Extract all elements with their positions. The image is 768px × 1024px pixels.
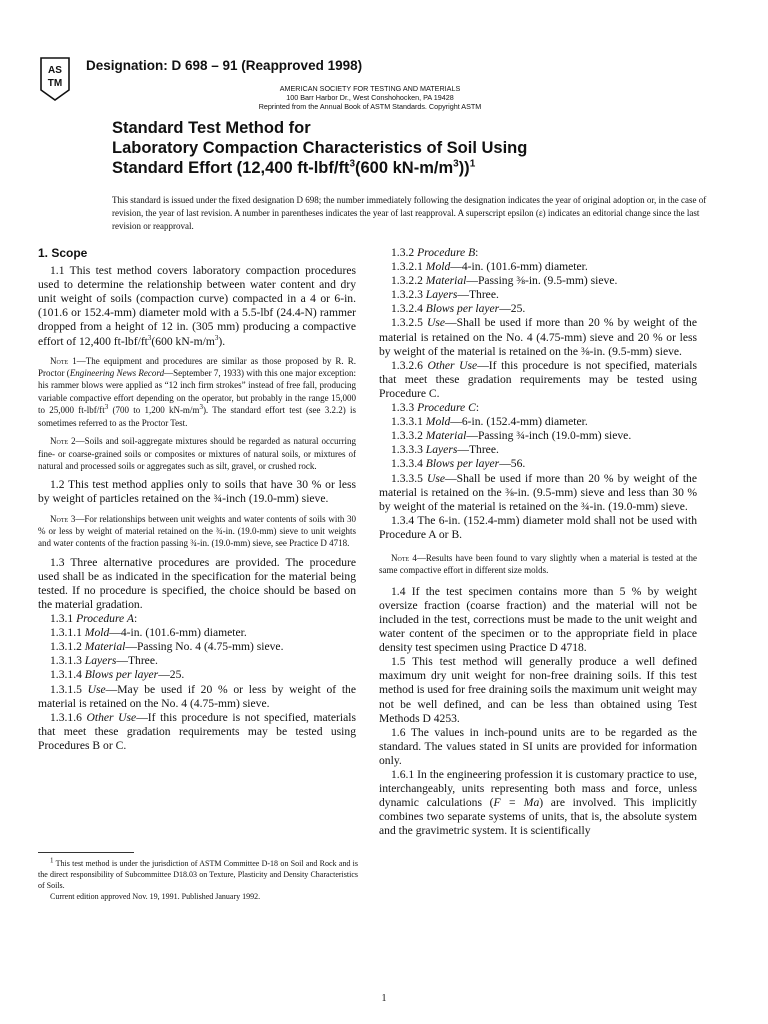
footnotes: [38, 858, 358, 902]
note-2: Note 2—Soils and soil-aggregate mixtures should be regarded as natural occurring fine- or coarse-grained soils or composites or mixtures of natural soils, or mixtures of natural and processed soils or aggregates such as silt, gravel, or crushed rock.: [38, 436, 356, 471]
paragraph-1-3-4: 1.3.4 The 6-in. (152.4-mm) diameter mold shall not be used with Procedure A or B.: [379, 513, 697, 541]
svg-text:AS: AS: [48, 65, 62, 76]
procedure-b-blows: 1.3.2.4 Blows per layer—25.: [391, 302, 526, 316]
paragraph-1-6-1: 1.6.1 In the engineering profession it is customary practice to use, interchangeably, units representing both mass and force, unless dynamic calculations (F = Ma) are involved. This implicitly combines two separate systems of units, that is, the absolute system and the gravimetric system. It is scientifically: [379, 768, 697, 838]
procedure-a-material: 1.3.1.2 Material—Passing No. 4 (4.75-mm) sieve.: [50, 640, 284, 654]
publisher: AMERICAN SOCIETY FOR TESTING AND MATERIALS: [279, 84, 461, 93]
procedure-c-blows: 1.3.3.4 Blows per layer—56.: [391, 457, 526, 471]
footnote-1: $^1$ This test method is under the jurisdiction of ASTM Committee D-18 on Soil and Rock and is the direct responsibility of Subcommittee D18.03 on Texture, Plasticity and Density Characteristics of Soils.: [38, 856, 358, 890]
note-3: Note 3—For relationships between unit weights and water contents of soils with 30 % or less by weight of material retained on the ¾-in. (19.0-mm) sieve to unit weights and water contents of the fraction passing ¾-in. (19.0-mm) sieve, see Practice D 4718.: [38, 513, 356, 549]
astm-logo: [38, 52, 72, 102]
paragraph-1-4: 1.4 If the test specimen contains more than 5 % by weight oversize fraction (coarse fraction) and the material will not be included in the test, corrections must be made to the unit weight and water content of the specimen or to the appropriate field in place density test specimen using Practice D 4718.: [379, 584, 697, 655]
paragraph-1-2: 1.2 This test method applies only to soils that have 30 % or less by weight of particles retained on the ¾-inch (19.0-mm) sieve.: [38, 478, 356, 506]
procedure-c-layers: 1.3.3.3 Layers—Three.: [391, 443, 499, 457]
procedure-c-material: 1.3.3.2 Material—Passing ¾-inch (19.0-mm) sieve.: [391, 429, 632, 443]
procedure-a-blows: 1.3.1.4 Blows per layer—25.: [50, 668, 185, 682]
publisher-address: 100 Barr Harbor Dr., West Conshohocken, PA 19428: [286, 93, 454, 102]
procedure-a-mold: 1.3.1.1 Mold—4-in. (101.6-mm) diameter.: [50, 626, 247, 640]
title-line-2: Laboratory Compaction Characteristics of Soil Using: [112, 139, 528, 157]
procedure-b-other-use: 1.3.2.6 Other Use—If this procedure is not specified, materials that meet these gradation requirements may be tested using Procedure C.: [379, 358, 698, 400]
procedure-b-use: 1.3.2.5 Use—Shall be used if more than 20 % by weight of the material is retained on the No. 4 (4.75-mm) sieve and 20 % or less by weight of the material is retained on the ⅜-in. (9.5-mm) sieve.: [379, 316, 697, 358]
right-column: [379, 246, 697, 838]
designation: Designation: D 698 – 91 (Reapproved 1998): [86, 58, 363, 73]
paragraph-1-1: 1.1 This test method covers laboratory compaction procedures used to determine the relationship between water content and dry unit weight of soils (compaction curve) compacted in a 4 or 6-in. (101.6 or 152.4-mm) diameter mold with a 5.5-lbf (24.4-N) rammer dropped from a height of 12 in. (305 mm) producing a compactive effort of 12,400 $ft-lbf/ft^3(600$ $kN-m/m^3$).: [38, 264, 356, 348]
procedure-a-layers: 1.3.1.3 Layers—Three.: [50, 654, 158, 668]
note-4: Note 4—Results have been found to vary slightly when a material is tested at the same compactive effort in different size molds.: [379, 552, 697, 576]
procedure-c-use: 1.3.3.5 Use—Shall be used if more than 20 % by weight of the material is retained on the ⅜-in. (9.5-mm) sieve and less than 30 % by weight of the material is retained on the ¾-in. (19.0-mm) sieve.: [379, 471, 697, 513]
procedure-c-mold: 1.3.3.1 Mold—6-in. (152.4-mm) diameter.: [391, 415, 588, 429]
footnote-2: Current edition approved Nov. 19, 1991. Published January 1992.: [50, 892, 261, 901]
procedure-b-layers: 1.3.2.3 Layers—Three.: [391, 288, 499, 302]
issuance-notice: This standard is issued under the fixed designation D 698; the number immediately following the designation indicates the year of original adoption or, in the case of revision, the year of last revision. A number in parentheses indicates the year of last reapproval. A superscript epsilon (ε) indicates an editorial change since the last revision or reapproval.: [112, 195, 707, 231]
title-line-3: Standard Effort (12,400 $ft-lbf/ft^3(600$ $kN-m/m^3))^1$: [112, 158, 476, 177]
procedure-a: 1.3.1 Procedure A:: [50, 612, 138, 626]
title-line-1: Standard Test Method for: [112, 119, 311, 137]
procedure-a-other-use: 1.3.1.6 Other Use—If this procedure is not specified, materials that meet these gradation requirements may be tested using Procedures B or C.: [38, 710, 357, 752]
document-title: [112, 118, 712, 178]
paragraph-1-3: 1.3 Three alternative procedures are provided. The procedure used shall be as indicated in the specification for the material being tested. If no procedure is specified, the choice should be based on the material gradation.: [38, 555, 356, 611]
procedure-b-material: 1.3.2.2 Material—Passing ⅜-in. (9.5-mm) sieve.: [391, 274, 618, 288]
section-heading: 1. Scope: [38, 246, 88, 260]
page-number: 1: [381, 993, 387, 1004]
procedure-b-mold: 1.3.2.1 Mold—4-in. (101.6-mm) diameter.: [391, 260, 588, 274]
reprint-notice: Reprinted from the Annual Book of ASTM Standards. Copyright ASTM: [258, 102, 482, 111]
procedure-a-use: 1.3.1.5 Use—May be used if 20 % or less by weight of the material is retained on the No. 4 (4.75-mm) sieve.: [38, 682, 356, 710]
paragraph-1-6: 1.6 The values in inch-pound units are to be regarded as the standard. The values stated in SI units are provided for information only.: [379, 725, 697, 767]
paragraph-1-5: 1.5 This test method will generally produce a well defined maximum dry unit weight for non-free draining soils. If this test method is used for free draining soils the maximum unit weight may not be well defined, and can be less than obtained using Test Methods D 4253.: [379, 655, 697, 725]
svg-text:TM: TM: [47, 78, 63, 89]
footnote-rule: [38, 852, 134, 853]
left-column: [38, 246, 356, 753]
procedure-b: 1.3.2 Procedure B:: [391, 246, 479, 259]
note-1: Note 1—The equipment and procedures are similar as those proposed by R. R. Proctor (Engineering News Record—September 7, 1933) with this one major exception: his rammer blows were applied as “12 inch firm strokes” instead of free fall, producing variable compactive effort depending on the operator, but probably in the range 15,000 to 25,000 $ft-lbf/ft^3$ (700 to 1,200 $kN-m/m^3$). The standard effort test (see 3.2.2) is sometimes referred to as the Proctor Test.: [38, 355, 357, 428]
procedure-c: 1.3.3 Procedure C:: [391, 401, 480, 415]
